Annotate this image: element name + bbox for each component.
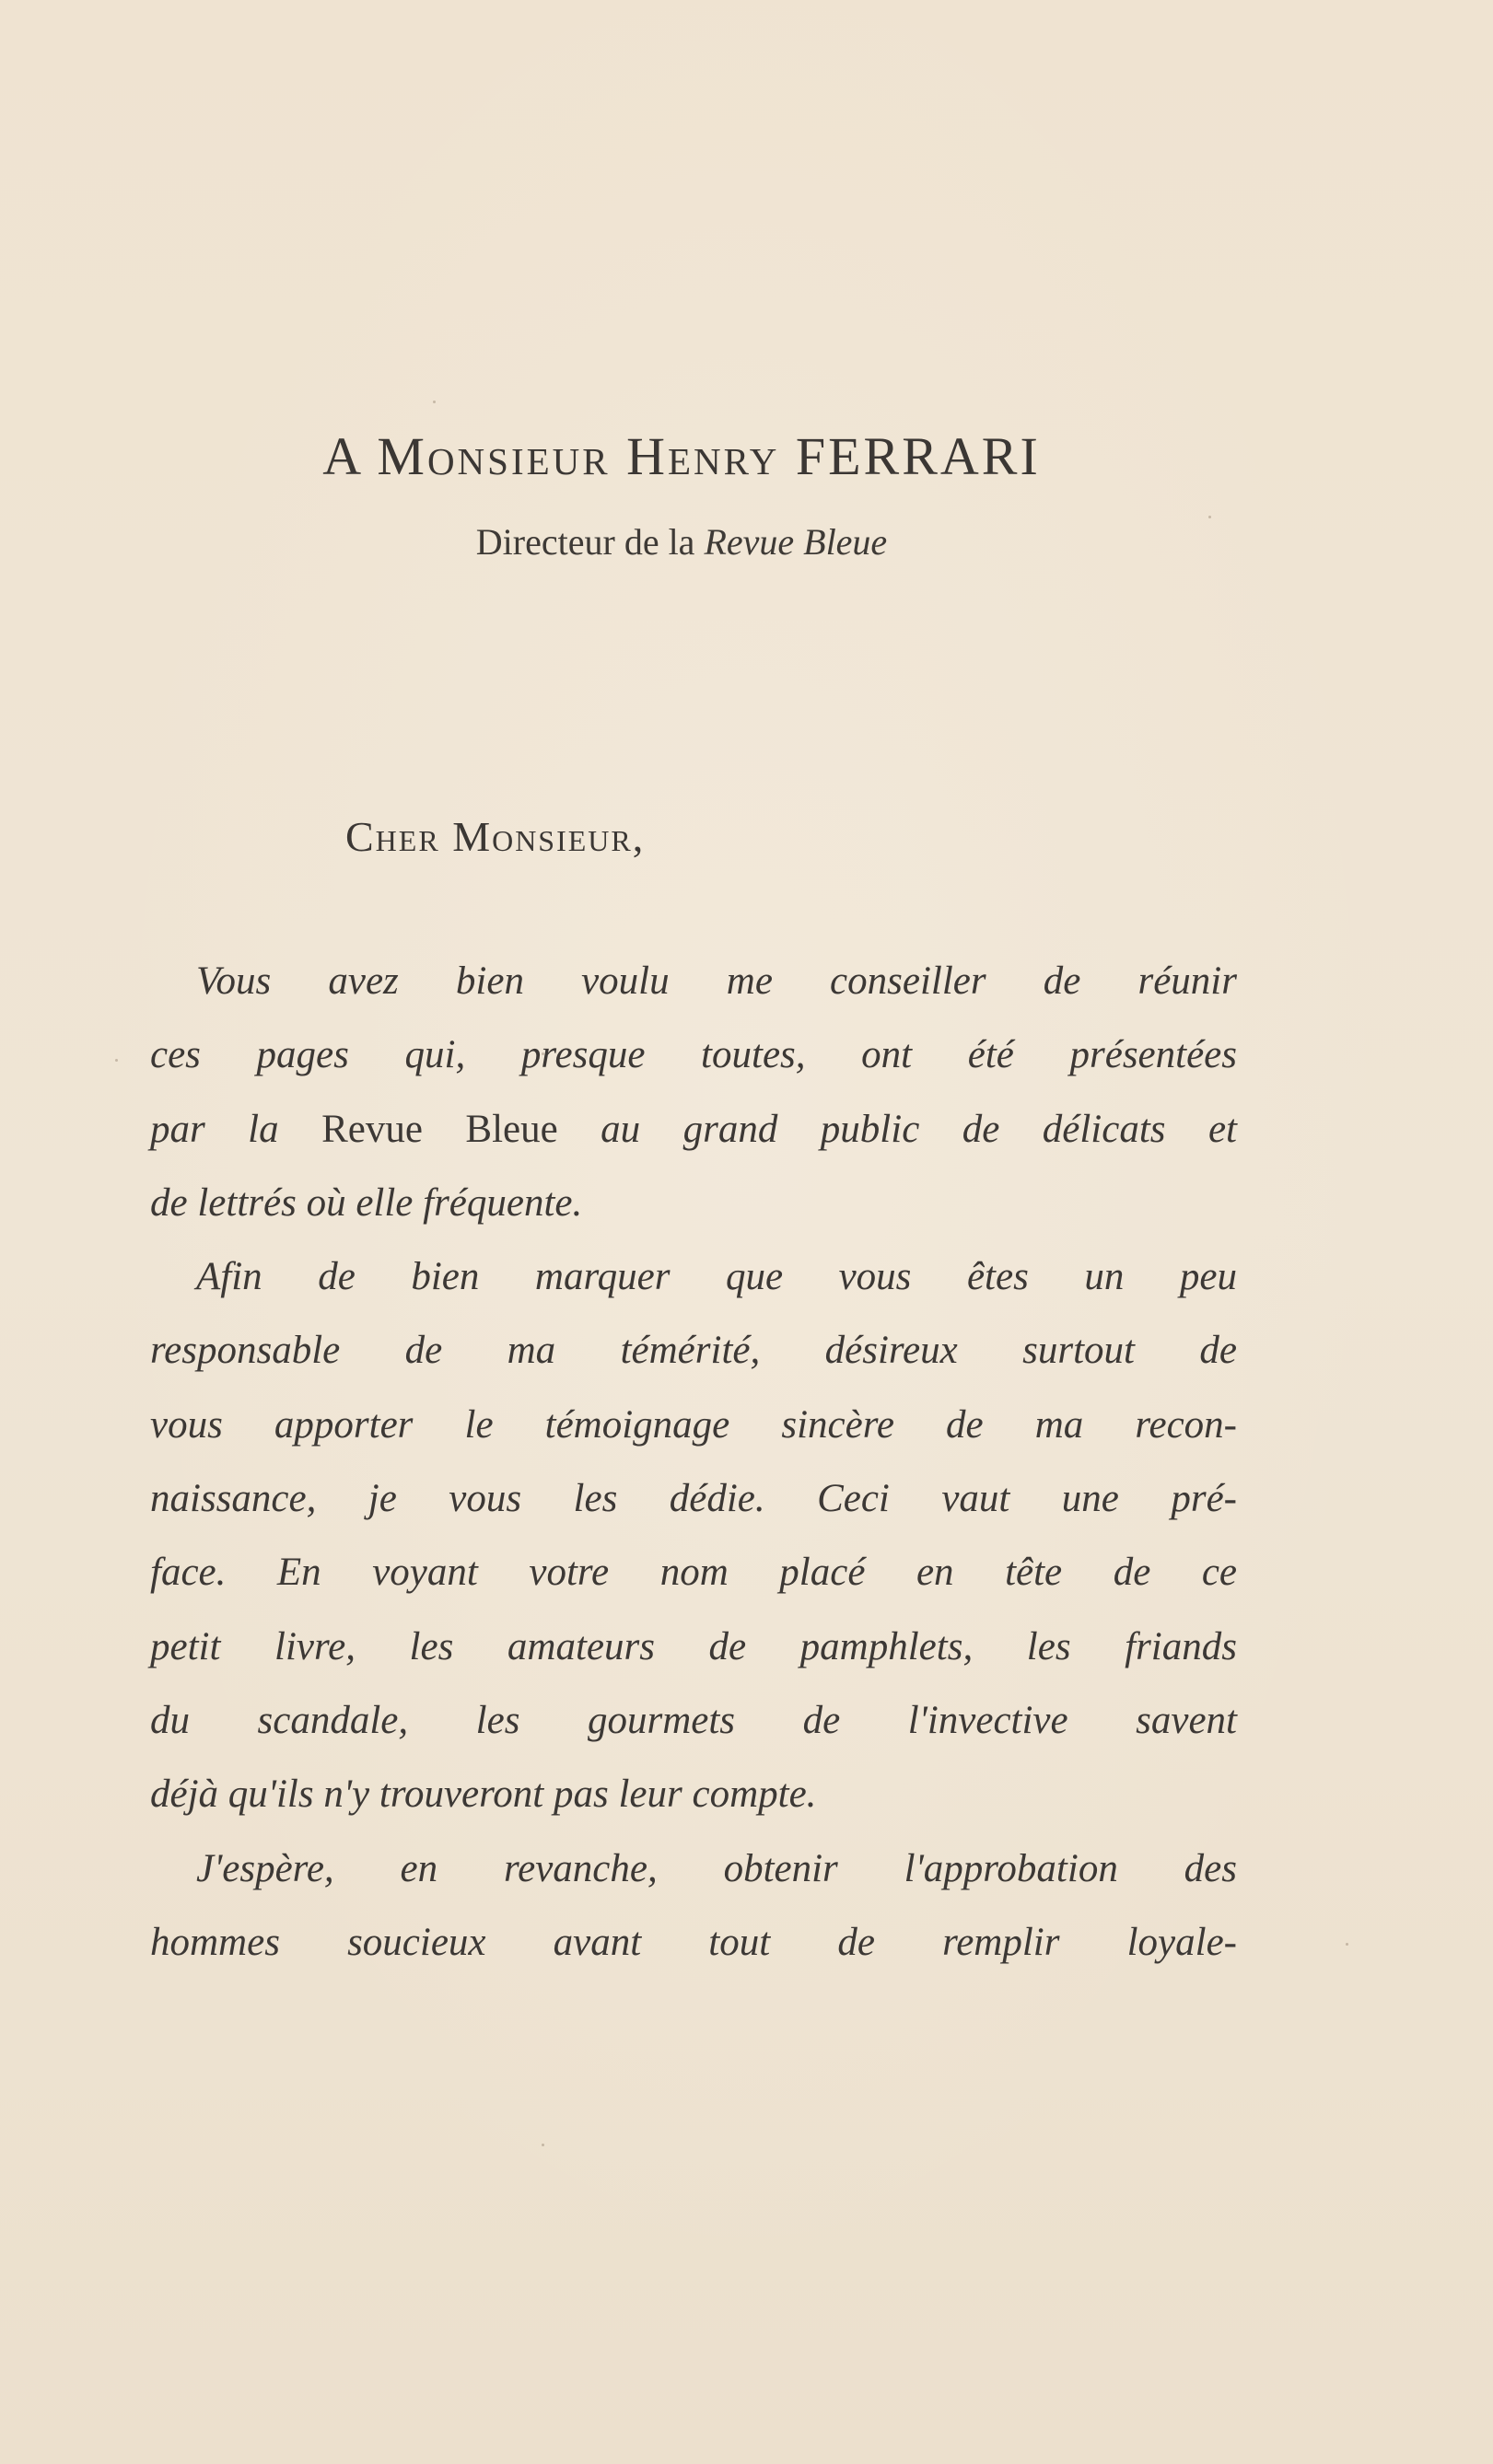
role-prefix: Directeur de la	[475, 521, 695, 563]
text-line: J'espère, en revanche, obtenir l'approbation des	[196, 1846, 1237, 1890]
paper-speck	[1346, 1943, 1348, 1946]
paper-speck	[542, 2144, 544, 2146]
text-line: responsable de ma témérité, désireux surtout de	[150, 1329, 1237, 1373]
text-line: ces pages qui, presque toutes, ont été présentées	[150, 1033, 1237, 1077]
paper-speck	[433, 401, 436, 403]
text-fragment: par la	[150, 1107, 279, 1151]
text-line: naissance, je vous les dédie. Ceci vaut une pré-	[150, 1477, 1237, 1521]
text-line: déjà qu'ils n'y trouveront pas leur compte.	[150, 1772, 817, 1817]
text-line: de lettrés où elle fréquente.	[150, 1180, 583, 1225]
salutation-monsieur: Monsieur	[452, 813, 633, 860]
text-line	[150, 1093, 1237, 1167]
salutation-comma: ,	[632, 813, 646, 860]
text-line: du scandale, les gourmets de l'invective savent	[150, 1698, 1237, 1742]
text-line: Vous avez bien voulu me conseiller de réunir	[196, 959, 1237, 1003]
dedication-surname: FERRARI	[795, 426, 1041, 486]
text-line: hommes soucieux avant tout de remplir loyale-	[150, 1920, 1237, 1964]
letter-body	[150, 945, 1237, 1980]
dedication-first-name: Henry	[626, 426, 780, 486]
review-title: Revue Bleue	[704, 521, 888, 563]
dedication-heading	[0, 425, 1363, 487]
text-line: face. En voyant votre nom placé en tête de ce	[150, 1551, 1237, 1595]
text-fragment: au grand public de délicats et	[601, 1107, 1237, 1151]
review-title-inline: Revue Bleue	[321, 1107, 558, 1151]
text-line: vous apporter le témoignage sincère de ma recon-	[150, 1402, 1237, 1447]
paper-speck	[115, 1059, 118, 1062]
text-line: Afin de bien marquer que vous êtes un peu	[196, 1255, 1237, 1299]
paper-speck	[1208, 516, 1211, 518]
salutation-cher: Cher	[345, 813, 440, 860]
dedication-monsieur: Monsieur	[377, 426, 611, 486]
text-line: petit livre, les amateurs de pamphlets, les friands	[150, 1624, 1237, 1668]
dedication-prefix: A	[322, 426, 361, 486]
dedication-subtitle	[0, 520, 1363, 564]
salutation	[345, 812, 645, 861]
